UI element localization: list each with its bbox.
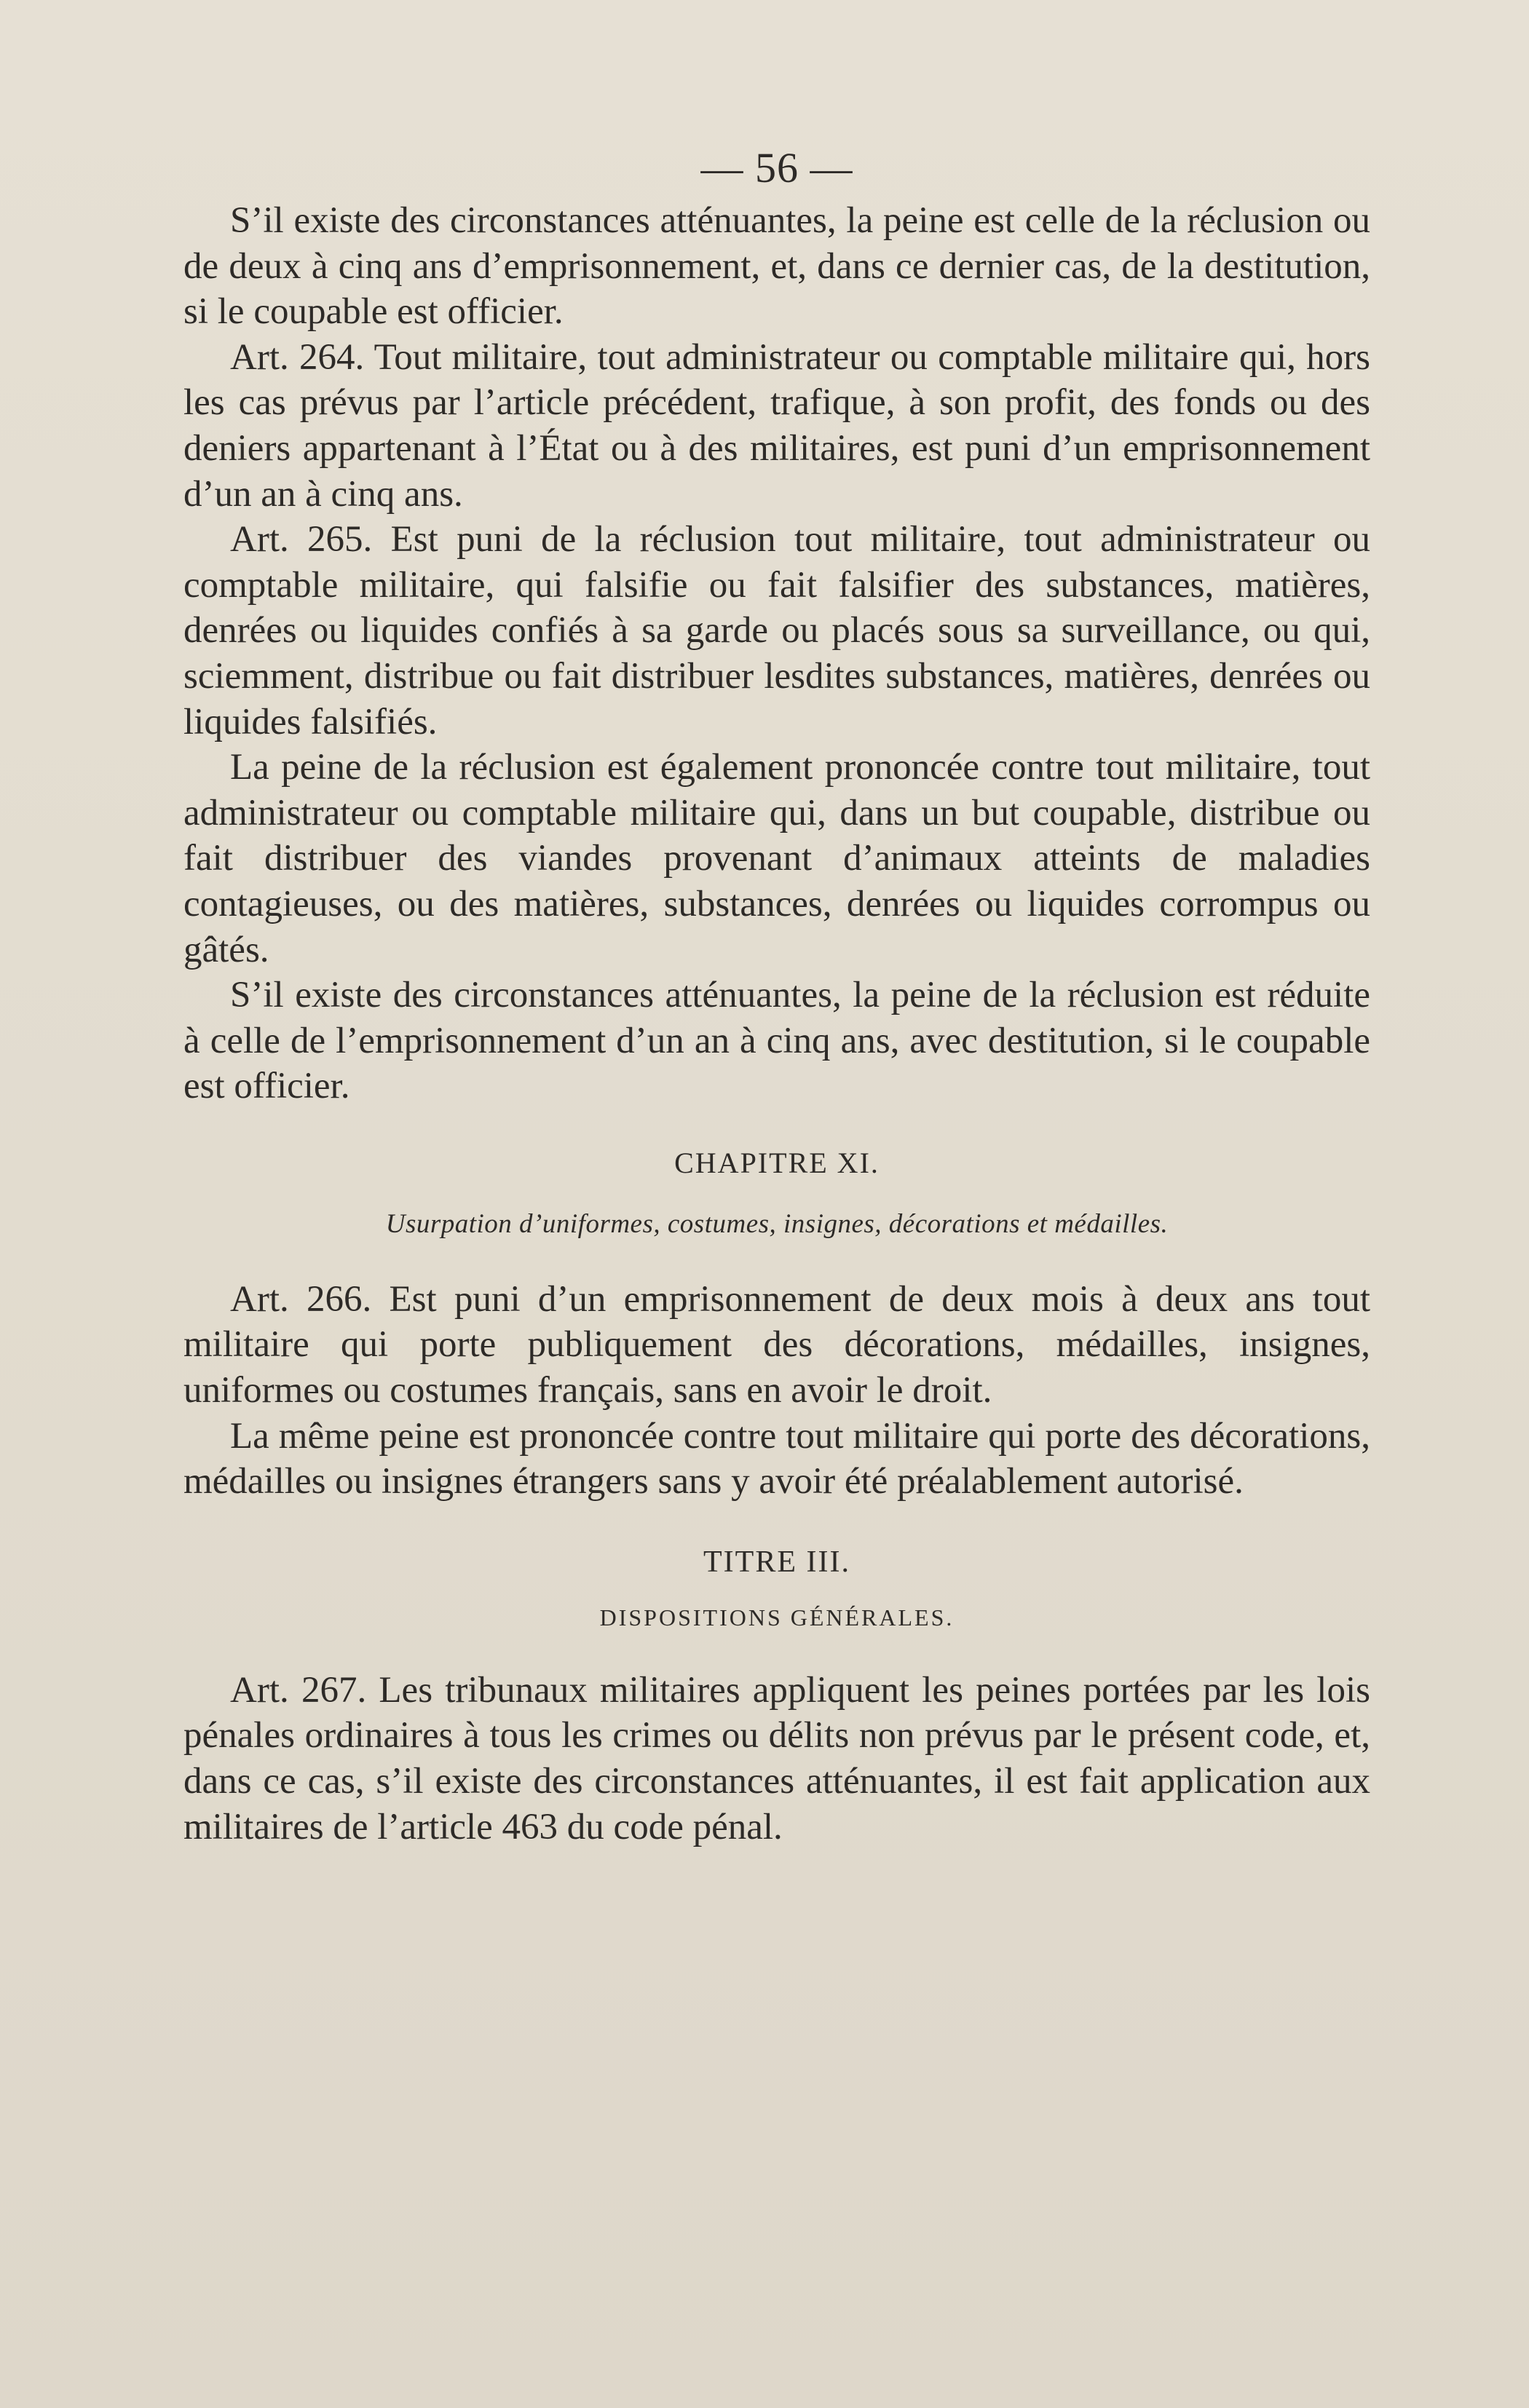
article-267: Art. 267. Les tribunaux militaires appliquent les peines portées par les lois pénales ordinaires à tous les crimes ou délits non prévus par le présent code, et, dans ce cas, s’il existe des circonstances atténuantes, il est fait application aux militaires de l’article 463 du code pénal. <box>183 1669 1370 1847</box>
chapter-heading: CHAPITRE XI. <box>674 1146 880 1179</box>
paragraph: S’il existe des circonstances atténuantes, la peine est celle de la réclusion ou de deux à cinq ans d’emprisonnement, et, dans ce dernier cas, de la destitution, si le coupable est officier. <box>183 200 1370 333</box>
article-264: Art. 264. Tout militaire, tout administrateur ou comptable militaire qui, hors les cas prévus par l’article précédent, trafique, à son profit, des fonds ou des deniers appartenant à l’État ou à des militaires, est puni d’un emprisonnement d’un an à cinq ans. <box>183 336 1370 515</box>
page-text-block <box>183 146 1370 1850</box>
title-heading: TITRE III. <box>703 1545 850 1579</box>
page-number: — 56 — <box>700 144 853 191</box>
paragraph: La même peine est prononcée contre tout militaire qui porte des décorations, médailles ou insignes étrangers sans y avoir été préalablement autorisé. <box>183 1415 1370 1502</box>
title-subheading: DISPOSITIONS GÉNÉRALES. <box>599 1604 955 1631</box>
paragraph: S’il existe des circonstances atténuantes, la peine de la réclusion est réduite à celle de l’emprisonnement d’un an à cinq ans, avec destitution, si le coupable est officier. <box>183 975 1370 1107</box>
paragraph: La peine de la réclusion est également prononcée contre tout militaire, tout administrateur ou comptable militaire qui, dans un but coupable, distribue ou fait distribuer des viandes provenant d’animaux atteints de maladies contagieuses, ou des matières, substances, denrées ou liquides corrompus ou gâtés. <box>183 747 1370 970</box>
chapter-subheading: Usurpation d’uniformes, costumes, insignes, décorations et médailles. <box>385 1208 1169 1239</box>
article-265: Art. 265. Est puni de la réclusion tout militaire, tout administrateur ou comptable militaire, qui falsifie ou fait falsifier des substances, matières, denrées ou liquides confiés à sa garde ou placés sous sa surveillance, ou qui, sciemment, distribue ou fait distribuer lesdites substances, matières, denrées ou liquides falsifiés. <box>183 519 1370 742</box>
article-266: Art. 266. Est puni d’un emprisonnement de deux mois à deux ans tout militaire qui porte publiquement des décorations, médailles, insignes, uniformes ou costumes français, sans en avoir le droit. <box>183 1278 1370 1411</box>
